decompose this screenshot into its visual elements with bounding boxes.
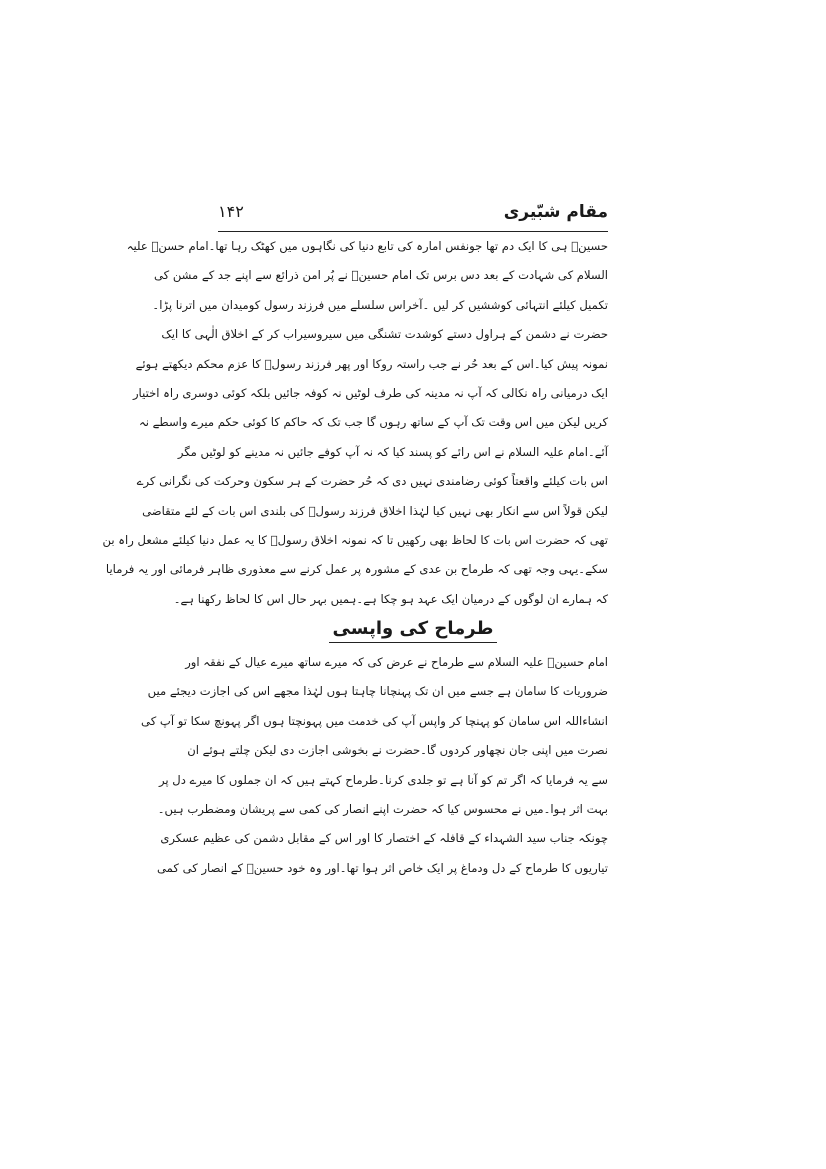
text-line: امام حسینؑ علیہ السلام سے طرماح نے عرض کی کہ میرے ساتھ میرے عیال کے نفقہ اور [185,655,608,670]
text-line: کہ ہمارے ان لوگوں کے درمیان ایک عہد ہو چکا ہے۔ہمیں بہر حال اس کا لحاظ رکھنا ہے۔ [173,591,608,606]
text-line: تیاریوں کا طرماح کے دل ودماغ پر ایک خاص اثر ہوا تھا۔اور وہ خود حسینؑ کے انصار کی کمی [157,860,608,875]
text-line: آئے۔امام علیہ السلام نے اس رائے کو پسند کیا کہ نہ آپ کوفے جائیں نہ مدینے کو لوٹیں مگر [177,444,608,459]
text-line: بہت اثر ہوا۔میں نے محسوس کیا کہ حضرت اپنے انصار کی کمی سے پریشان ومضطرب ہیں۔ [157,802,608,817]
text-line: لیکن قولاً اس سے انکار بھی نہیں کیا لہٰذا اخلاق فرزند رسولؐ کی بلندی اس بات کے لئے متقاضی [142,503,608,518]
book-title: مقام شبّیری [503,202,608,222]
paragraph-2 [102,320,608,614]
running-header [218,196,608,232]
section-heading-text: طرماح کی واپسی [329,616,498,643]
text-line: نمونہ پیش کیا۔اس کے بعد حُر نے جب راستہ روکا اور پھر فرزند رسولؐ کا عزم محکم دیکھتے ہوئے [135,356,608,371]
text-line: چونکہ جناب سید الشہداء کے قافلہ کے اختصار کا اور اس کے مقابل دشمن کی عظیم عسکری [160,831,608,846]
text-line: السلام کی شہادت کے بعد دس برس تک امام حسینؑ نے پُر امن ذرائع سے اپنے جد کے مشن کی [153,268,608,283]
text-line: تکمیل کیلئے انتہائی کوششیں کر لیں ۔آخراس سلسلے میں فرزند رسول کومیدان میں اترنا پڑا۔ [152,297,608,312]
text-line: سکے۔یہی وجہ تھی کہ طرماح بن عدی کے مشورہ پر عمل کرنے سے معذوری ظاہر فرمائی اور یہ فرمایا [105,562,608,577]
paragraph-4 [157,824,608,883]
text-line: کریں لیکن میں اس وقت تک آپ کے ساتھ رہوں گا جب تک کہ حاکم کا کوئی حکم میرے واسطے نہ [138,415,608,430]
text-line: ایک درمیانی راہ نکالی کہ آپ نہ مدینہ کی طرف لوٹیں نہ کوفہ جائیں بلکہ کوئی دوسری راہ اختیار [132,385,608,400]
section-heading [218,614,608,648]
text-line: ضروریات کا سامان ہے جسے میں ان تک پہنچانا چاہتا ہوں لہٰذا مجھے اس کی اجازت دیجئے میں [147,684,608,699]
text-line: سے یہ فرمایا کہ اگر تم کو آنا ہے تو جلدی کرنا۔طرماح کہتے ہیں کہ ان جملوں کا میرے دل پر [159,772,608,787]
page-number: ۱۴۲ [218,202,244,221]
text-line: اس بات کیلئے واقعتاً کوئی رضامندی نہیں دی کہ حُر حضرت کے ہر سکون وحرکت کی نگرانی کرے [136,474,608,489]
paragraph-3 [141,648,608,824]
text-line: تھی کہ حضرت اس بات کا لحاظ بھی رکھیں تا کہ نمونہ اخلاق رسولؐ کا یہ عمل دنیا کیلئے مشعل راہ بن [102,532,608,547]
text-line: حسینؑ ہی کا ایک دم تھا جونفس امارہ کی تابع دنیا کی نگاہوں میں کھٹک رہا تھا۔امام حسنؑ علیہ [126,239,608,253]
text-line: حضرت نے دشمن کے ہراول دستے کوشدت تشنگی میں سیروسیراب کر کے اخلاق الٰہی کا ایک [161,327,608,342]
text-line: انشاءاللہ اس سامان کو پہنچا کر واپس آپ کی خدمت میں پہونچتا ہوں اگر پہونچ سکا تو آپ کی [141,713,608,728]
body-text [102,232,608,883]
text-line: نصرت میں اپنی جان نچھاور کردوں گا۔حضرت نے بخوشی اجازت دی لیکن چلتے ہوئے ان [187,743,608,758]
paragraph-1 [126,232,608,320]
